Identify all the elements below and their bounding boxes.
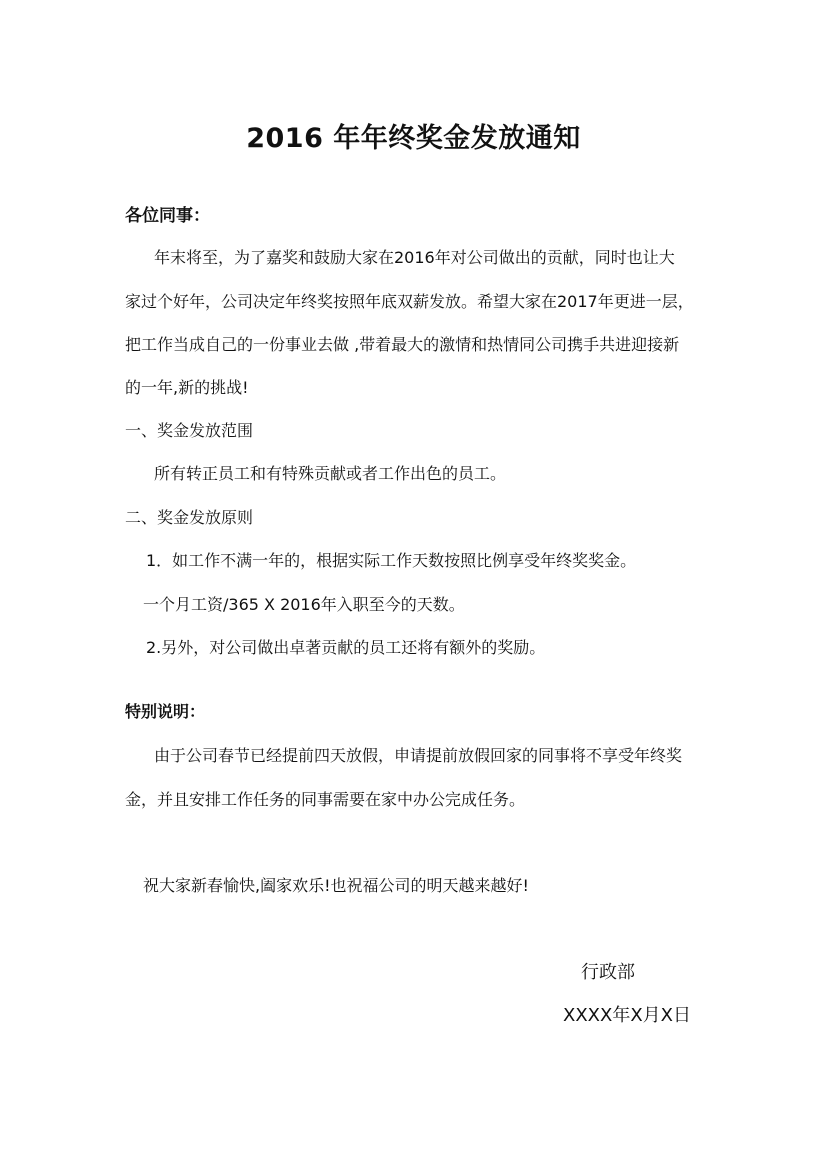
signature-department: 行政部: [581, 962, 635, 983]
special-line-2: 金，并且安排工作任务的同事需要在家中办公完成任务。: [125, 790, 526, 809]
special-heading: 特别说明：: [125, 702, 206, 721]
intro-line-2: 家过个好年，公司决定年终奖按照年底双薪发放。希望大家在2017年更进一层，: [125, 292, 694, 311]
section2-item-1: 1．如工作不满一年的，根据实际工作天数按照比例享受年终奖奖金。: [146, 551, 637, 570]
section2-item-3: 2.另外，对公司做出卓著贡献的员工还将有额外的奖励。: [146, 638, 546, 657]
intro-line-3: 把工作当成自己的一份事业去做 ,带着最大的激情和热情同公司携手共进迎接新: [125, 335, 680, 354]
section1-heading: 一、奖金发放范围: [125, 421, 254, 440]
section2-heading: 二、奖金发放原则: [125, 508, 254, 527]
signature-date: XXXX年X月X日: [563, 1005, 691, 1026]
section2-item-2: 一个月工资/365 X 2016年入职至今的天数。: [143, 595, 465, 614]
intro-line-4: 的一年,新的挑战!: [125, 378, 249, 397]
section1-content: 所有转正员工和有特殊贡献或者工作出色的员工。: [154, 464, 507, 483]
greeting: 各位同事：: [125, 206, 210, 226]
intro-line-1: 年末将至，为了嘉奖和鼓励大家在2016年对公司做出的贡献，同时也让大: [154, 248, 675, 267]
closing-wishes: 祝大家新春愉快,阖家欢乐!也祝福公司的明天越来越好!: [143, 876, 529, 895]
document-title: 2016 年年终奖金发放通知: [246, 123, 581, 154]
special-line-1: 由于公司春节已经提前四天放假，申请提前放假回家的同事将不享受年终奖: [154, 746, 683, 765]
